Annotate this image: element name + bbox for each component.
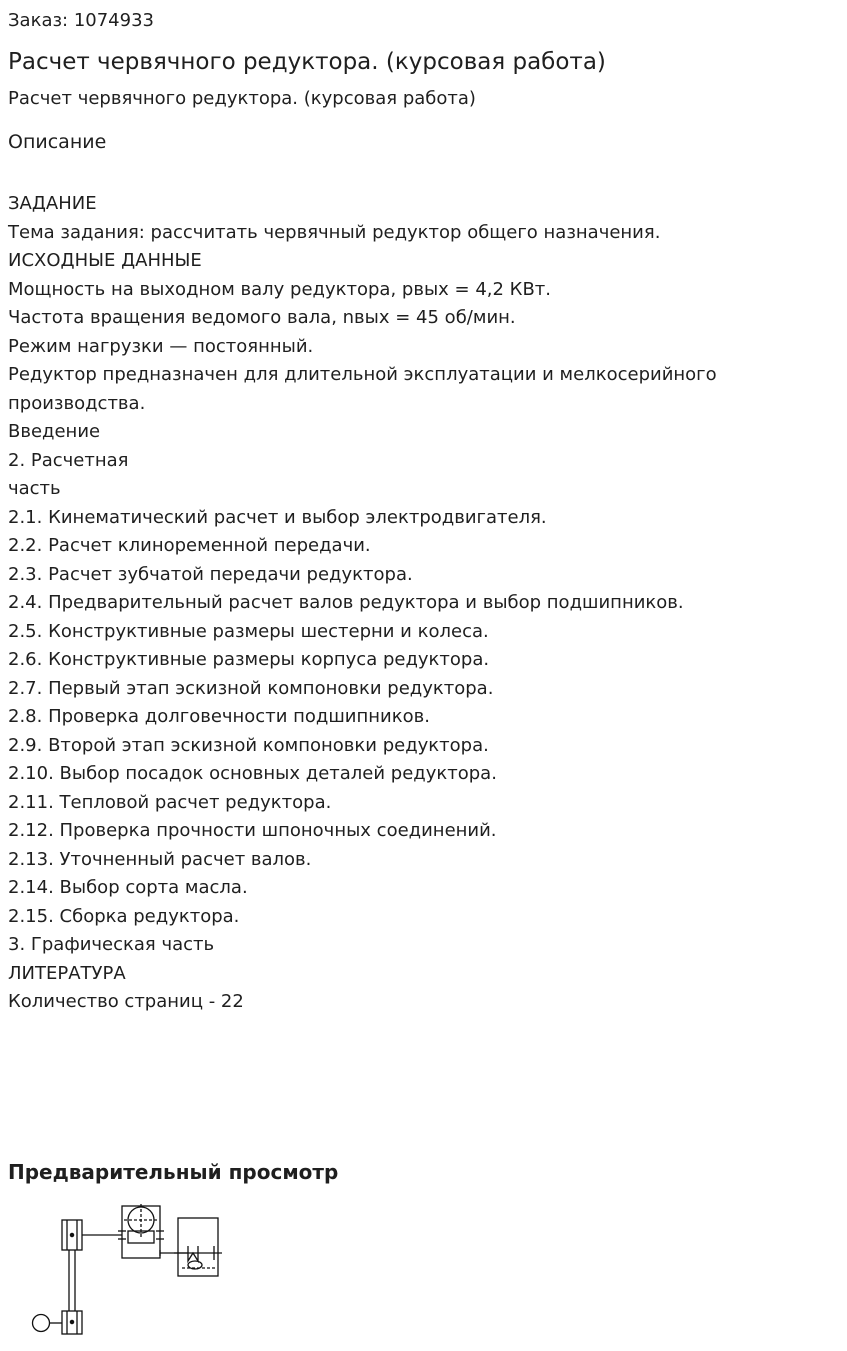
order-number: Заказ: 1074933 bbox=[8, 10, 154, 31]
description-line: 2.10. Выбор посадок основных деталей редуктора. bbox=[8, 763, 497, 784]
description-line: часть bbox=[8, 478, 61, 499]
description-line: 2.1. Кинематический расчет и выбор электродвигателя. bbox=[8, 506, 547, 528]
description-heading: Описание bbox=[8, 131, 107, 153]
description-line: 2.2. Расчет клиноременной передачи. bbox=[8, 535, 371, 556]
description-line: 2. Расчетная bbox=[8, 449, 129, 471]
description-line: 2.13. Уточненный расчет валов. bbox=[8, 848, 312, 870]
description-line: производства. bbox=[8, 392, 146, 414]
page-title: Расчет червячного редуктора. (курсовая работа) bbox=[8, 49, 606, 75]
description-line: Количество страниц - 22 bbox=[8, 991, 244, 1012]
description-line: 2.4. Предварительный расчет валов редуктора и выбор подшипников. bbox=[8, 592, 684, 613]
description-line: Введение bbox=[8, 421, 101, 442]
description-line: 2.14. Выбор сорта масла. bbox=[8, 877, 248, 898]
description-line: 3. Графическая часть bbox=[8, 934, 215, 955]
description-line: Мощность на выходном валу редуктора, рвых = 4,2 КВт. bbox=[8, 278, 552, 300]
description-line: Редуктор предназначен для длительной эксплуатации и мелкосерийного bbox=[8, 364, 717, 385]
description-line: 2.5. Конструктивные размеры шестерни и колеса. bbox=[8, 620, 489, 642]
description-line: ЗАДАНИЕ bbox=[8, 193, 97, 214]
description-line: 2.9. Второй этап эскизной компоновки редуктора. bbox=[8, 734, 489, 756]
description-line: 2.8. Проверка долговечности подшипников. bbox=[8, 706, 430, 727]
description-line: 2.15. Сборка редуктора. bbox=[8, 905, 240, 927]
description-line: 2.3. Расчет зубчатой передачи редуктора. bbox=[8, 563, 413, 585]
description-body bbox=[8, 190, 838, 1017]
kinematic-scheme-drawing bbox=[30, 1198, 230, 1340]
preview-heading: Предварительный просмотр bbox=[8, 1160, 339, 1184]
description-line: 2.12. Проверка прочности шпоночных соединений. bbox=[8, 820, 497, 841]
description-line: Частота вращения ведомого вала, nвых = 45 об/мин. bbox=[8, 307, 516, 328]
description-line: Режим нагрузки — постоянный. bbox=[8, 335, 314, 357]
description-line: Тема задания: рассчитать червячный редуктор общего назначения. bbox=[8, 221, 661, 243]
motor-symbol bbox=[33, 1315, 50, 1332]
description-line: 2.7. Первый этап эскизной компоновки редуктора. bbox=[8, 677, 494, 699]
preview-image bbox=[30, 1198, 230, 1340]
description-line: ИСХОДНЫЕ ДАННЫЕ bbox=[8, 250, 202, 271]
description-line: 2.6. Конструктивные размеры корпуса редуктора. bbox=[8, 649, 490, 670]
description-line: ЛИТЕРАТУРА bbox=[8, 962, 126, 984]
page-subtitle: Расчет червячного редуктора. (курсовая работа) bbox=[8, 88, 476, 109]
description-line: 2.11. Тепловой расчет редуктора. bbox=[8, 791, 332, 813]
